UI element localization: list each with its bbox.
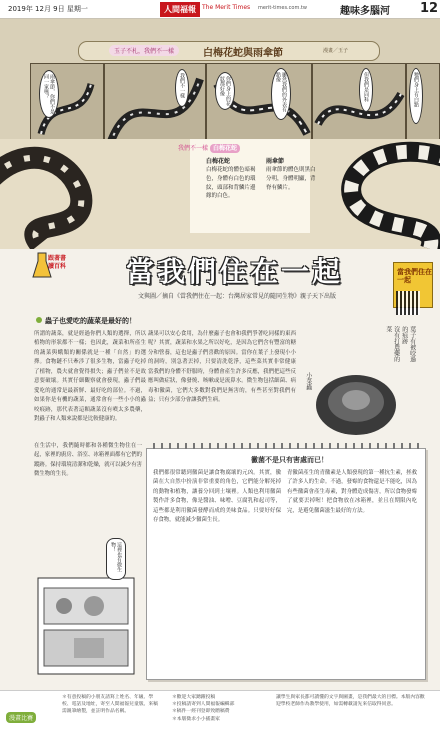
comic-panel-4 — [312, 63, 406, 151]
bullet-icon — [36, 317, 42, 323]
mold-box-title: 黴菌不是只有害處而已！ — [251, 456, 328, 464]
speech-bubble: 雖然我們的外表有點像 — [271, 68, 291, 120]
comic-panel-2 — [104, 63, 209, 152]
page-number: 12 — [420, 1, 439, 16]
mold-box-right-text: 青黴菌產生的青黴素是人類發現的第一種抗生素，拯救了許多人的生命。不過，發霉的食物還是不能吃，因為有些黴菌會產生毒素，對身體造成傷害，所以食物發霉了就要丟掉喔！把食物放在冰箱裡，並且在期限內吃完，是避免黴菌滋生最好的方法。 — [287, 470, 417, 514]
footer-editorial-note: 讓學生與家長都可讀懂的文字與圖畫，是我們最大的目標。本版內容歡迎學校老師作為教學使用，如需轉載請先來信取得同意。 — [276, 695, 425, 708]
footer-notes: ＊歡迎大家踴躍投稿 ＊投稿請寄到人間福報編輯部 ＊稿件一經刊登即致贈稿費 ＊本版徵求小小插畫家 — [172, 695, 235, 722]
footer-submission-rules: ＊有意投稿的小朋友請寫上姓名、年級、學校、電話及地址，寄至人間福報兒童版。來稿需親筆繪製，並註明作品名稱。 — [62, 695, 158, 715]
comic-tag: 玉子不札，我們不一樣 — [109, 45, 179, 56]
website: merit-times.com.tw — [258, 5, 307, 11]
comic-panel-5 — [406, 63, 440, 151]
mold-box-left-text: 我們都很常聽到黴菌是讓食物腐壞的元凶。其實，黴菌在大自然中扮演非常重要的角色，它們能分解死掉的動物和植物，讓養分回到土壤裡。人類也利用黴菌製作許多食物，像是醬油、味噌、豆腐乳和起司等，這些都是利用黴菌發酵而成的美味食品。只要好好保存食物，就能減少黴菌生長。 — [153, 470, 281, 524]
snake-illustration — [105, 64, 205, 150]
mold-info-box — [146, 448, 426, 680]
book-title: 當我們住在一起 — [397, 268, 432, 284]
badge-line-1: 跟著書 — [48, 255, 67, 262]
qr-code[interactable] — [396, 291, 420, 315]
comparison-header — [178, 143, 240, 152]
veg-note-1: 沒有打農藥的菜 — [384, 326, 400, 362]
article-title: 當我們住在一起 — [126, 255, 344, 288]
article-source: 文與圖／摘自《當我們住在一起：台灣居家常見的隨同生物》親子天下出版 — [138, 293, 337, 300]
body-column-1: 所謂的蔬菜，就是經過你們人類的選擇，所以植物的形狀都不一樣；也因此，蔬菜和所產生的蔬菜與蛾類的關係就是一種「自然」的選擇。食物鏈不只牽涉了很多生物，當蟲子吃掉了植物，農夫就會覺得損失；蟲子們並不是故意要破壞。其實仔細觀察就會發現，蟲子們最愛吃的通常是最新鮮、最好吃的部位。不過，如果你是有機的蔬菜，通常會有一些小小的蟲咬痕跡，那代表著這顆蔬菜沒有噴太多農藥，對蟲子和人類來說都是比較健康的。 — [34, 331, 146, 423]
comic-panel-1 — [30, 63, 104, 151]
page-header — [0, 0, 440, 19]
issue-date: 2019年 12月 9日 星期一 — [8, 5, 88, 13]
comic-title: 白梅花蛇與雨傘節 — [203, 48, 283, 59]
fridge-speech-bubble: 這裡也有微生物！ — [106, 538, 126, 580]
speech-bubble: 你們身上的花紋都好像 — [215, 72, 235, 110]
read-book-badge — [32, 251, 78, 291]
notebook-rings — [147, 443, 425, 449]
right-column-title: 雨傘節 — [266, 158, 285, 165]
fridge-illustration — [34, 538, 138, 678]
comic-credit: 漫畫／玉子 — [323, 48, 349, 54]
cabbage-illustration — [306, 360, 406, 438]
body-column-4: 在生活中，我們隨時都和各種微生物住在一起，家裡的廚房、浴室、冰箱裡面都有它們的蹤跡。保持環境清潔和乾燥，就可以減少有害微生物的生長。 — [34, 443, 142, 478]
comic-title-bar — [78, 41, 380, 61]
body-column-2: 蔬果可以安心食用，為什麼蟲子也會和我們爭著吃同樣的東西呢？其實，蔬菜和水果之所以好吃，是因為它們含有豐富的糖分和營養，這也是蟲子們喜歡的原因。當你在葉子上發現小小的洞時，別急著丟掉，只要清洗乾淨，這些菜其實非常健康 — [148, 331, 296, 366]
speech-bubble: 牠們身上有白點 — [409, 68, 423, 124]
veg-note-3: 小菜蟲 — [304, 372, 312, 390]
newspaper-english-name: The Merit Times — [202, 4, 251, 11]
badge-line-2: 讀百科 — [48, 263, 67, 270]
comic-panel-3 — [206, 63, 312, 151]
veg-note-2: 葉子有被咬過的痕跡 — [400, 326, 416, 362]
comparison-label: 我們不一樣 — [178, 145, 209, 152]
section-heading-text: 蟲子也愛吃的蔬菜是最好的！ — [45, 317, 136, 325]
speech-bubble: 但我們是同科 — [359, 68, 373, 112]
comic-strip — [0, 19, 440, 139]
section-heading — [36, 316, 136, 326]
snake-illustration — [313, 64, 405, 150]
left-column-text: 白梅花蛇的體色暗褐色，身體有白色的環紋，頭部和背鱗片邊緣的白色。 — [206, 167, 256, 200]
newspaper-logo: 人間福報 — [160, 2, 200, 17]
section-name: 趣味多腦河 — [340, 6, 390, 17]
speech-bubble: 我們不一樣 — [175, 69, 189, 107]
comparison-badge: 白梅花蛇 — [210, 144, 240, 153]
footer-tag: 漫畫比賽 — [6, 712, 36, 723]
speech-bubble: 雨傘節，你們不是同一家嗎？ — [39, 70, 59, 118]
left-column-title: 白梅花蛇 — [206, 158, 231, 165]
right-column-text: 雨傘節的體色則黑白分明，身體明顯，背脊有鱗片。 — [266, 167, 316, 191]
body-column-3: 當我們的身體不舒服時，身體會產生許多反應，我們把這些反應叫做症狀，像發燒、咳嗽或是流鼻水。微生物包括細菌、病毒和黴菌，它們大多數對我們是無害的，有些甚至對我們有益；只有少部分會讓我們生病。 — [148, 369, 296, 404]
